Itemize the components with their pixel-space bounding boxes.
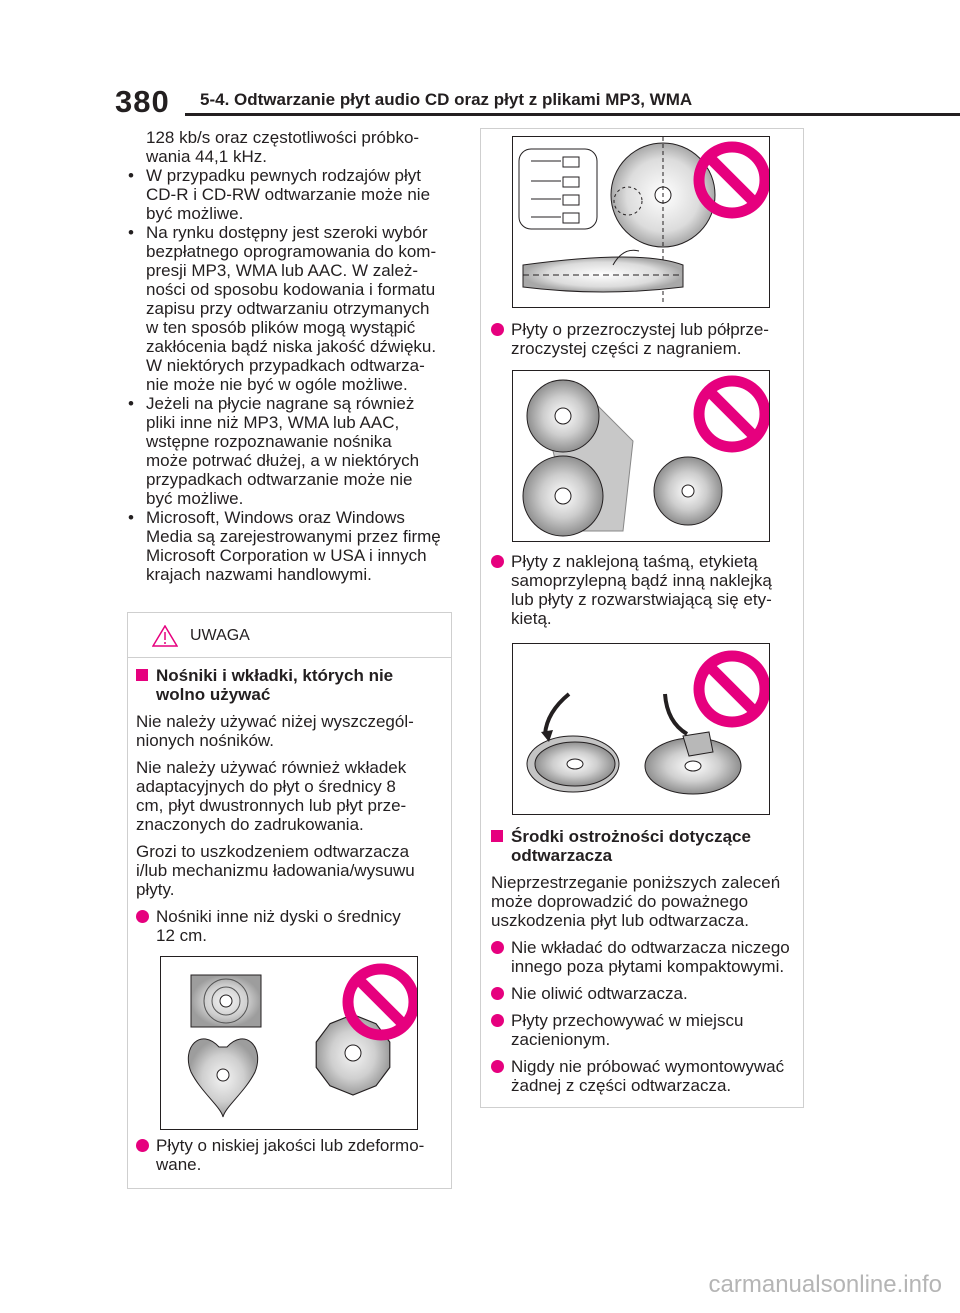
text-line: Nie oliwić odtwarzacza. xyxy=(511,984,688,1003)
pink-bullet-icon xyxy=(136,910,149,923)
text-line: Nie należy używać niżej wyszczegól- xyxy=(136,712,414,731)
page-number: 380 xyxy=(115,84,170,119)
text-line: być możliwe. xyxy=(146,204,244,223)
text-line: w ten sposób plików mogą wystąpić xyxy=(146,318,416,337)
warning-body xyxy=(128,666,451,945)
precaution-item xyxy=(491,938,796,976)
prohibited-icon xyxy=(348,969,414,1035)
text-line: Płyty z naklejoną taśmą, etykietą xyxy=(511,552,758,571)
text-line: odtwarzacza xyxy=(511,846,613,865)
text-line: kietą. xyxy=(511,609,552,628)
text-line: przypadkach odtwarzanie może nie xyxy=(146,470,413,489)
text-line: bezpłatnego oprogramowania do kom- xyxy=(146,242,437,261)
text-line: Płyty o przezroczystej lub półprze- xyxy=(511,320,769,339)
text-line: W przypadku pewnych rodzajów płyt xyxy=(146,166,421,185)
prohibited-item xyxy=(136,907,443,945)
bullet-item xyxy=(118,166,458,223)
text-line: być możliwe. xyxy=(146,489,244,508)
warning-title: UWAGA xyxy=(190,627,250,644)
text-line: 128 kb/s oraz częstotliwości próbko- xyxy=(146,128,420,147)
text-line: Microsoft Corporation w USA i innych xyxy=(146,546,427,565)
prohibited-icon xyxy=(699,381,765,447)
text-line: Nie należy używać również wkładek xyxy=(136,758,407,777)
text-line: Microsoft, Windows oraz Windows xyxy=(146,508,405,527)
precaution-item xyxy=(491,1057,796,1095)
paragraph xyxy=(136,842,443,899)
text-line: Płyty o niskiej jakości lub zdeformo- xyxy=(156,1136,425,1155)
paragraph xyxy=(491,873,796,930)
bullet-glyph: • xyxy=(128,394,134,413)
text-line: Media są zarejestrowanymi przez firmę xyxy=(146,527,441,546)
text-line: może potrwać dłużej, a w niektórych xyxy=(146,451,420,470)
pink-bullet-icon xyxy=(491,1060,504,1073)
text-line: W niektórych przypadkach odtwarza- xyxy=(146,356,425,375)
precaution-item xyxy=(491,1011,796,1049)
text-line: Jeżeli na płycie nagrane są również xyxy=(146,394,415,413)
bullet-item xyxy=(118,508,458,584)
text-line: uszkodzenia płyt lub odtwarzacza. xyxy=(491,911,749,930)
text-line: CD-R i CD-RW odtwarzanie może nie xyxy=(146,185,431,204)
text-line: Nigdy nie próbować wymontowywać xyxy=(511,1057,785,1076)
paragraph xyxy=(136,758,443,834)
text-line: Na rynku dostępny jest szeroki wybór xyxy=(146,223,428,242)
left-column-text xyxy=(118,128,458,584)
text-line: zroczystej części z nagraniem. xyxy=(511,339,742,358)
text-line: wane. xyxy=(156,1155,202,1174)
text-line: żadnej z części odtwarzacza. xyxy=(511,1076,732,1095)
text-line: lub płyty z rozwarstwiającą się ety- xyxy=(511,590,772,609)
figure-labeled-discs xyxy=(512,643,770,815)
warning-triangle-icon xyxy=(152,625,178,647)
pink-bullet-icon xyxy=(491,987,504,1000)
subheading xyxy=(491,827,796,865)
figure-illustration xyxy=(161,957,417,1129)
prohibited-item xyxy=(491,552,796,628)
text-line: krajach nazwami handlowymi. xyxy=(146,565,372,584)
text-line: cm, płyt dwustronnych lub płyt prze- xyxy=(136,796,407,815)
figure-illustration xyxy=(513,644,769,814)
pink-bullet-icon xyxy=(491,323,504,336)
prohibited-item xyxy=(491,320,796,358)
header-rule xyxy=(185,113,960,116)
precautions-section xyxy=(491,827,796,1095)
text-line: wstępne rozpoznawanie nośnika xyxy=(146,432,392,451)
bullet-glyph: • xyxy=(128,166,134,185)
text-line: nionych nośników. xyxy=(136,731,274,750)
text-line: ności od sposobu kodowania i formatu xyxy=(146,280,436,299)
section-title: 5-4. Odtwarzanie płyt audio CD oraz płyt z plikami MP3, WMA xyxy=(200,90,693,109)
text-line: może doprowadzić do poważnego xyxy=(491,892,749,911)
pink-bullet-icon xyxy=(491,1014,504,1027)
text-line: presji MP3, WMA lub AAC. W zależ- xyxy=(146,261,419,280)
warning-header xyxy=(128,613,451,658)
continued-paragraph xyxy=(118,128,458,166)
prohibited-icon xyxy=(699,656,765,722)
text-line: adaptacyjnych do płyt o średnicy 8 xyxy=(136,777,396,796)
text-line: Środki ostrożności dotyczące xyxy=(511,827,751,846)
figure-odd-shaped-discs xyxy=(160,956,418,1130)
text-line: pliki inne niż MP3, WMA lub AAC, xyxy=(146,413,400,432)
text-line: wania 44,1 kHz. xyxy=(146,147,267,166)
text-line: 12 cm. xyxy=(156,926,208,945)
figure-low-quality-discs xyxy=(512,370,770,542)
text-line: zakłócenia bądź niska jakość dźwięku. xyxy=(146,337,437,356)
text-line: i/lub mechanizmu ładowania/wysuwu xyxy=(136,861,415,880)
text-line: wolno używać xyxy=(156,685,271,704)
text-line: znaczonych do zadrukowania. xyxy=(136,815,364,834)
text-line: zacienionym. xyxy=(511,1030,611,1049)
square-marker-icon xyxy=(491,830,503,842)
pink-bullet-icon xyxy=(136,1139,149,1152)
precaution-item xyxy=(491,984,796,1003)
text-line: Grozi to uszkodzeniem odtwarzacza xyxy=(136,842,410,861)
figure-illustration xyxy=(513,137,769,307)
bullet-glyph: • xyxy=(128,508,134,527)
pink-bullet-icon xyxy=(491,555,504,568)
text-line: Nieprzestrzeganie poniższych zaleceń xyxy=(491,873,781,892)
bullet-glyph: • xyxy=(128,223,134,242)
figure-illustration xyxy=(513,371,769,541)
bullet-row xyxy=(136,1136,446,1174)
text-line: Nie wkładać do odtwarzacza niczego xyxy=(511,938,790,957)
text-line: Nośniki i wkładki, których nie xyxy=(156,666,394,685)
bullet-row xyxy=(491,552,796,628)
bullet-item xyxy=(118,223,458,394)
page-header xyxy=(0,0,960,120)
text-line: innego poza płytami kompaktowymi. xyxy=(511,957,785,976)
text-line: zapisu przy odtwarzaniu otrzymanych xyxy=(146,299,430,318)
text-line: samoprzylepną bądź inną naklejką xyxy=(511,571,772,590)
text-line: nie może nie być w ogóle możliwe. xyxy=(146,375,408,394)
text-line: Płyty przechowywać w miejscu xyxy=(511,1011,744,1030)
prohibited-item xyxy=(136,1136,446,1174)
bullet-item xyxy=(118,394,458,508)
figure-transparent-disc xyxy=(512,136,770,308)
text-line: Nośniki inne niż dyski o średnicy xyxy=(156,907,401,926)
watermark: carmanualsonline.info xyxy=(708,1271,942,1298)
subheading xyxy=(136,666,443,704)
text-line: płyty. xyxy=(136,880,175,899)
paragraph xyxy=(136,712,443,750)
bullet-row xyxy=(491,320,796,358)
pink-bullet-icon xyxy=(491,941,504,954)
square-marker-icon xyxy=(136,669,148,681)
